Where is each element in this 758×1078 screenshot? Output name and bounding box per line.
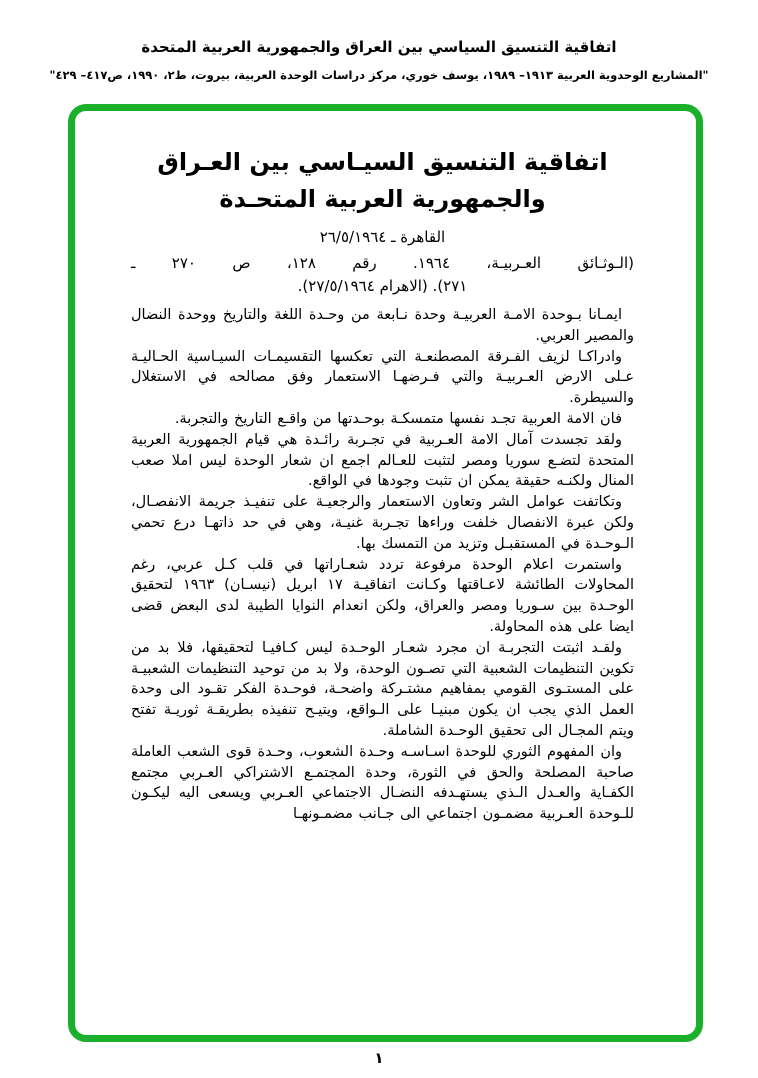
document-title: [131, 144, 634, 218]
page-header-source-citation: "المشاريع الوحدوية العربية ١٩١٣– ١٩٨٩، يوسف خوري، مركز دراسات الوحدة العربية، بيروت، ط٢، ١٩٩٠، ص٤١٧– ٤٢٩": [49, 68, 709, 82]
document-frame: [68, 104, 703, 1042]
body-paragraph: ايمـانا بـوحدة الامـة العربيـة وحدة نـابعة من وحـدة اللغة والتاريخ ووحدة النضال والمصير العربي.: [131, 307, 634, 344]
body-paragraph: وادراكـا لزيف الفـرقة المصطنعـة التي تعكسها التقسيمـات السيـاسية الحـاليـة عـلى الارض العـربيـة والتي فـرضهـا الاستعمار وفق مصالحه في الاستغلال والسيطرة.: [131, 348, 634, 407]
document-content: [75, 111, 696, 1035]
body-paragraph: واستمرت اعلام الوحدة مرفوعة تردد شعـاراتها في قلب كـل عربي، رغم المحاولات الطائشة لاعـاقتها وكـانت اتفاقيـة ١٧ ابريل (نيسـان) ١٩٦٣ لتحقيق الوحـدة بين سـوريا ومصر والعراق، ولكن انعدام النوايا الطيبة لدى البعض قضى ايضا على هذه المحاولة.: [131, 556, 634, 635]
document-body: [131, 305, 634, 825]
document-title-line1: اتفاقية التنسيق السيـاسي بين العـراق: [157, 148, 608, 176]
body-paragraph: وان المفهوم الثوري للوحدة اسـاسـه وحـدة الشعوب، وحـدة قوى الشعب العاملة صاحبة المصلحة والحق في الثورة، وحدة المجتمـع الاشتراكي العـربي مجتمع الكفـاية والعـدل الـذي يستهـدفه النضـال الاجتماعي العـربي ويسعى اليه ليكـون للـوحدة العـربية مضمـون اجتماعي الى جـانب مضمـونهـا: [131, 743, 634, 823]
page-number: ١: [374, 1049, 384, 1067]
body-paragraph: وتكاتفت عوامل الشر وتعاون الاستعمار والرجعيـة على تنفيـذ جريمة الانفصـال، ولكن عبرة الانفصال خلفت وراءها تجـربة غنيـة، وهي في حد ذاتهـا درع تحمي الـوحـدة في المستقبـل وتزيد من التمسك بها.: [131, 494, 634, 552]
page-header-title: اتفاقية التنسيق السياسي بين العراق والجمهورية العربية المتحدة: [141, 38, 617, 56]
document-citation-line1: (الـوثـائق العـربيـة، ١٩٦٤. رقم ١٢٨، ص ٢٧٠ ـ: [131, 254, 634, 272]
body-paragraph: ولقـد اثبتت التجربـة ان مجرد شعـار الوحـدة ليس كـافيـا لتحقيقها، فلا بد من تكوين التنظيمات الشعبية التي تصـون الوحدة، ولا بد من توحيد التنظيمات الشعبيـة على المستـوى القومي بمفاهيم مشتـركة واضحـة، فوحـدة الفكر تقـود الى وحدة العمل الذي يجب ان يكون مبنيـا على الـواقع، ويتيـح تنفيذه بطريقـة ثوريـة تفتح ويتم المجـال الى تحقيق الوحـدة الشاملة.: [131, 639, 634, 739]
body-paragraph: فان الامة العربية تجـد نفسها متمسكـة بوحـدتها من واقـع التاريخ والتجربة.: [174, 410, 622, 427]
body-paragraph: ولقد تجسدت آمال الامة العـربية في تجـربة رائـدة هي قيام الجمهورية العربية المتحدة لتضـع سوريا ومصر لتثبت للعـالم اجمع ان شعار الوحدة ليس املا صعب المنال ولكنـه حقيقة يمكن ان تثبت وجودها في الواقع.: [131, 431, 634, 490]
document-citation-line2: ٢٧١). (الاهرام ٢٧/٥/١٩٦٤).: [297, 277, 468, 295]
document-dateline: القاهرة ـ ٢٦/٥/١٩٦٤: [319, 228, 446, 246]
document-title-line2: والجمهورية العربية المتحـدة: [219, 185, 546, 213]
